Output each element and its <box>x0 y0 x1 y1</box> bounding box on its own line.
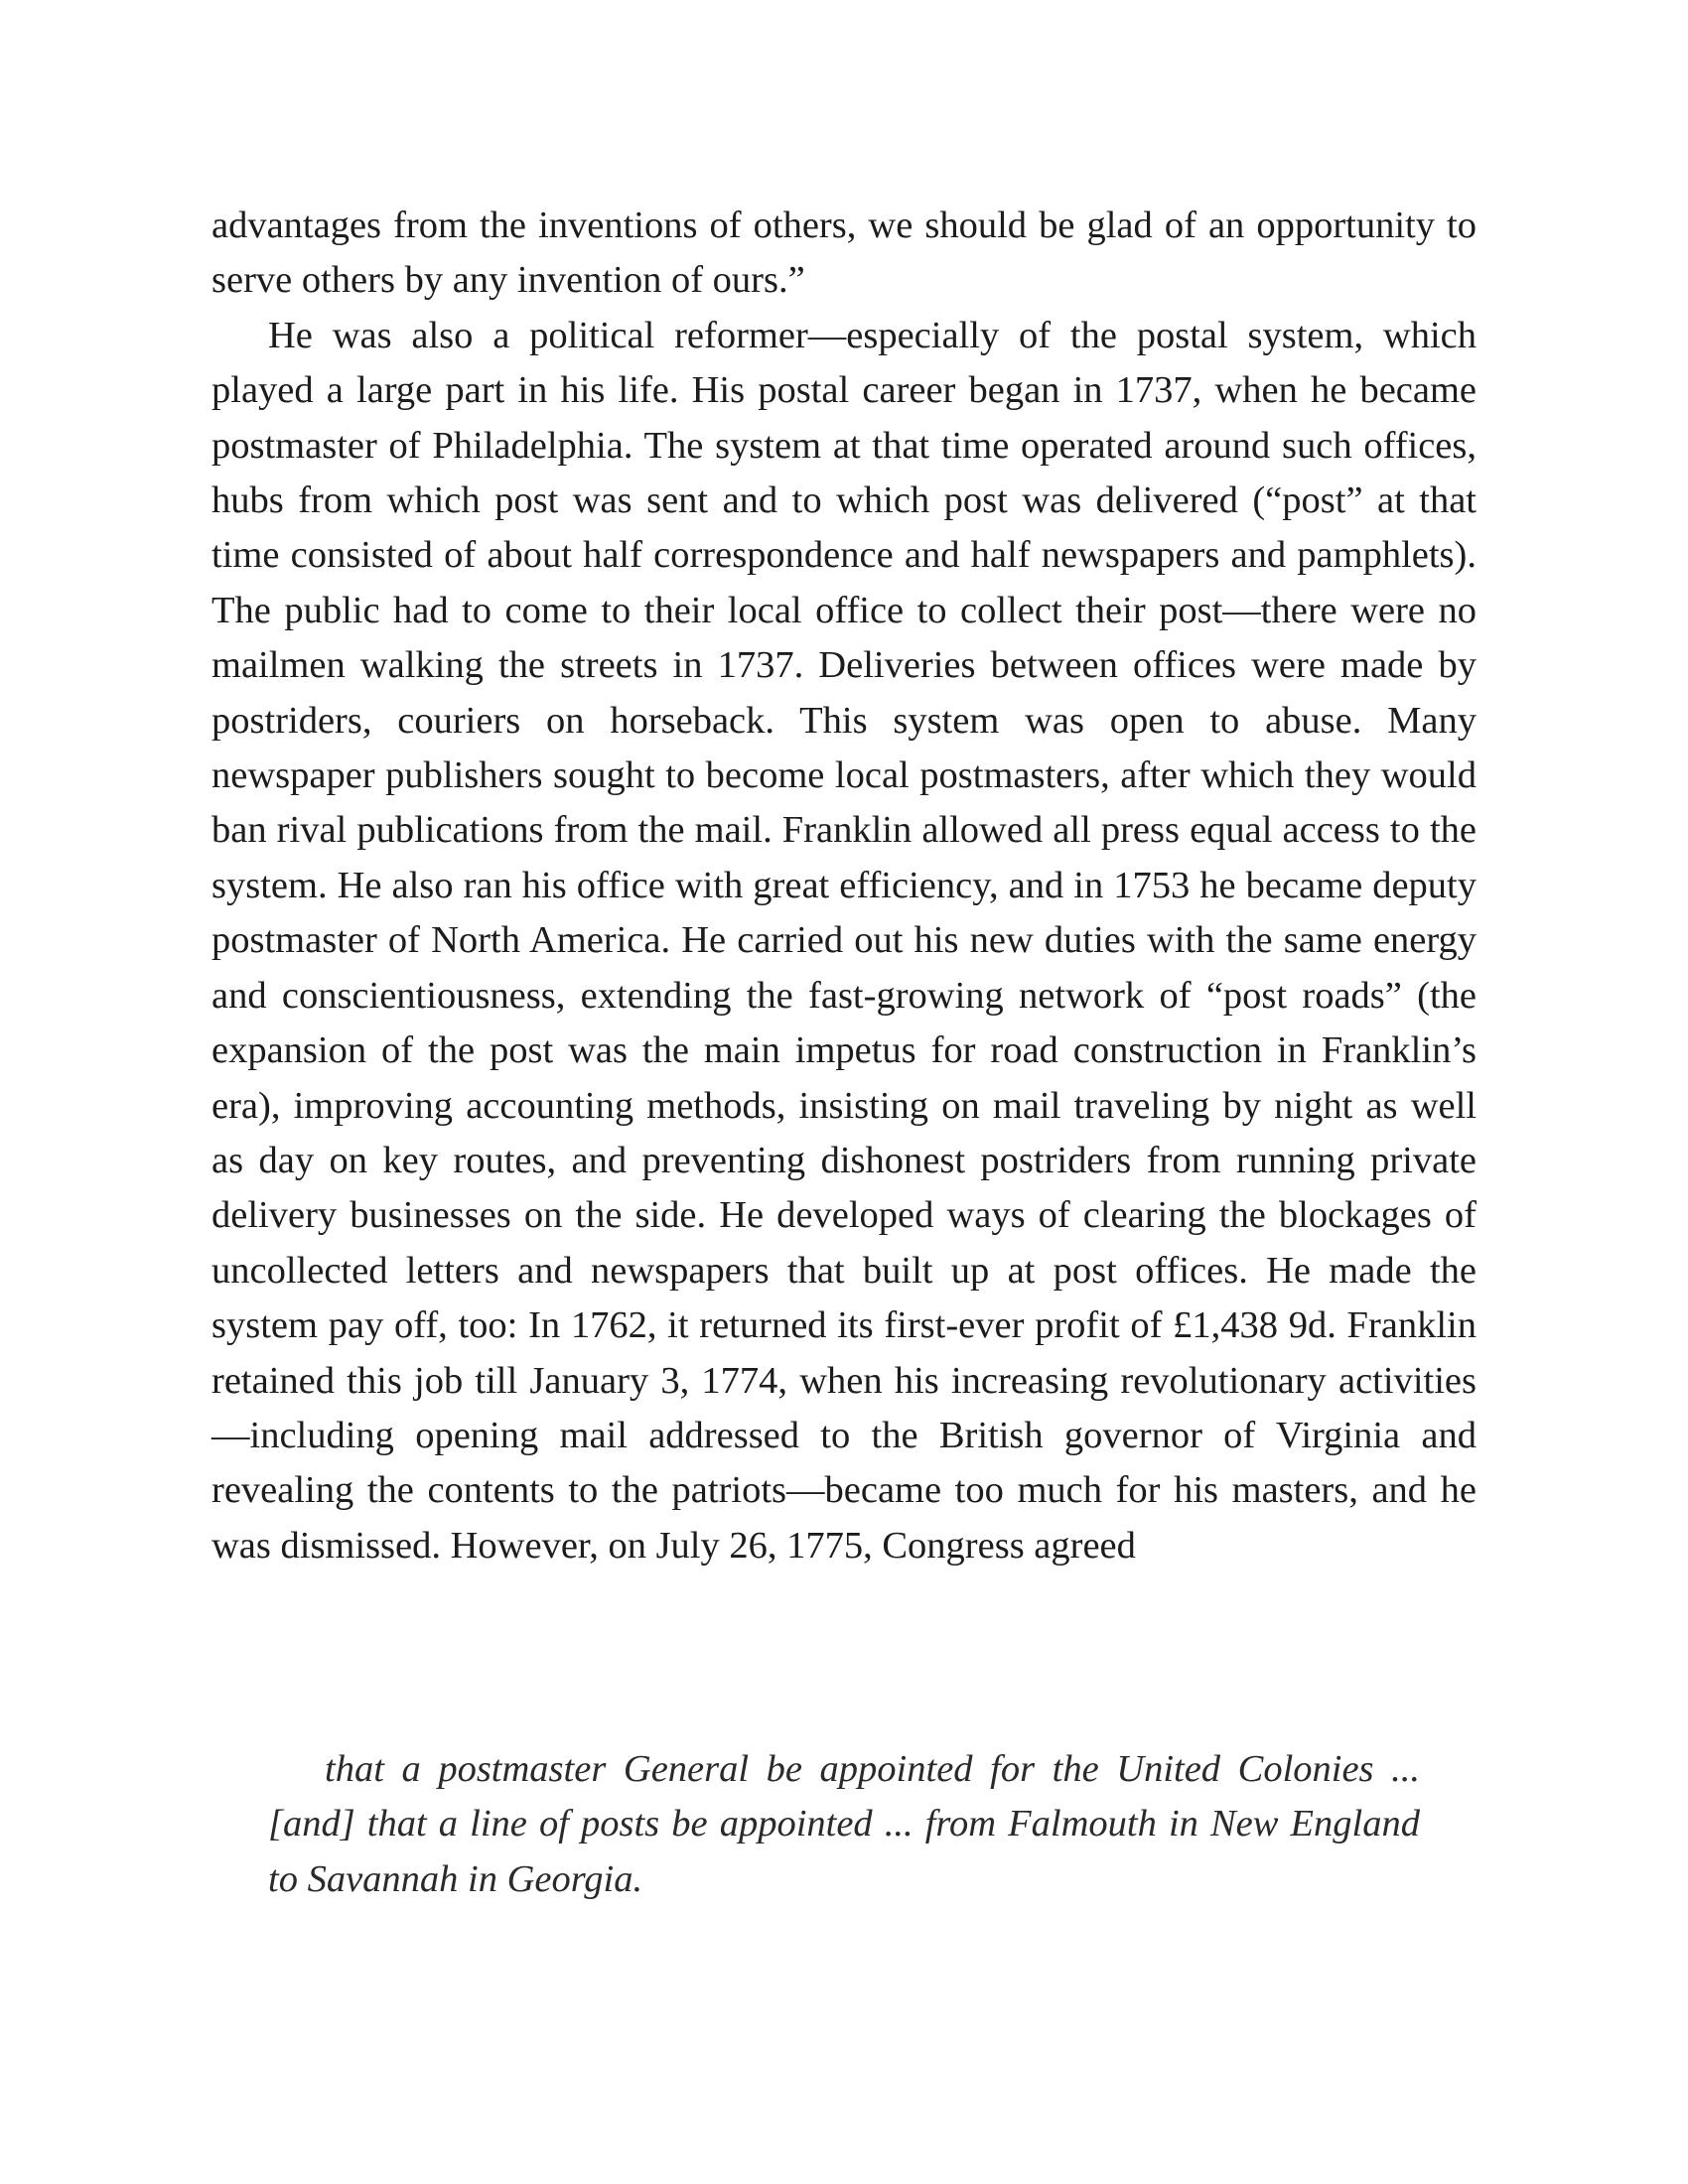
paragraph-postal-reform: He was also a political reformer—especially of the postal system, which played a large part in his life. His postal career began in 1737, when he became postmaster of Philadelphia. The system at that time operated around such offices, hubs from which post was sent and to which post was delivered (“post” at that time consisted of about half correspondence and half newspapers and pamphlets). The public had to come to their local office to collect their post—there were no mailmen walking the streets in 1737. Deliveries between offices were made by postriders, couriers on horseback. This system was open to abuse. Many newspaper publishers sought to become local postmasters, after which they would ban rival publications from the mail. Franklin allowed all press equal access to the system. He also ran his office with great efficiency, and in 1753 he became deputy postmaster of North America. He carried out his new duties with the same energy and conscientiousness, extending the fast-growing network of “post roads” (the expansion of the post was the main impetus for road construction in Franklin’s era), improving accounting methods, insisting on mail traveling by night as well as day on key routes, and preventing dishonest postriders from running private delivery businesses on the side. He developed ways of clearing the blockages of uncollected letters and newspapers that built up at post offices. He made the system pay off, too: In 1762, it returned its first-ever profit of £1,438 9d. Franklin retained this job till January 3, 1774, when his increasing revolutionary activities—including opening mail addressed to the British governor of Virginia and revealing the contents to the patriots—became too much for his masters, and he was dismissed. However, on July 26, 1775, Congress agreed <box>211 314 1477 1567</box>
block-quote: that a postmaster General be appointed for the United Colonies ... [and] that a line of posts be appointed ... from Falmouth in New England to Savannah in Georgia. <box>268 1748 1420 1900</box>
paragraph-continuation: advantages from the inventions of others, we should be glad of an opportunity to serve others by any invention of ours.” <box>211 205 1477 302</box>
body-text <box>211 199 1477 1573</box>
